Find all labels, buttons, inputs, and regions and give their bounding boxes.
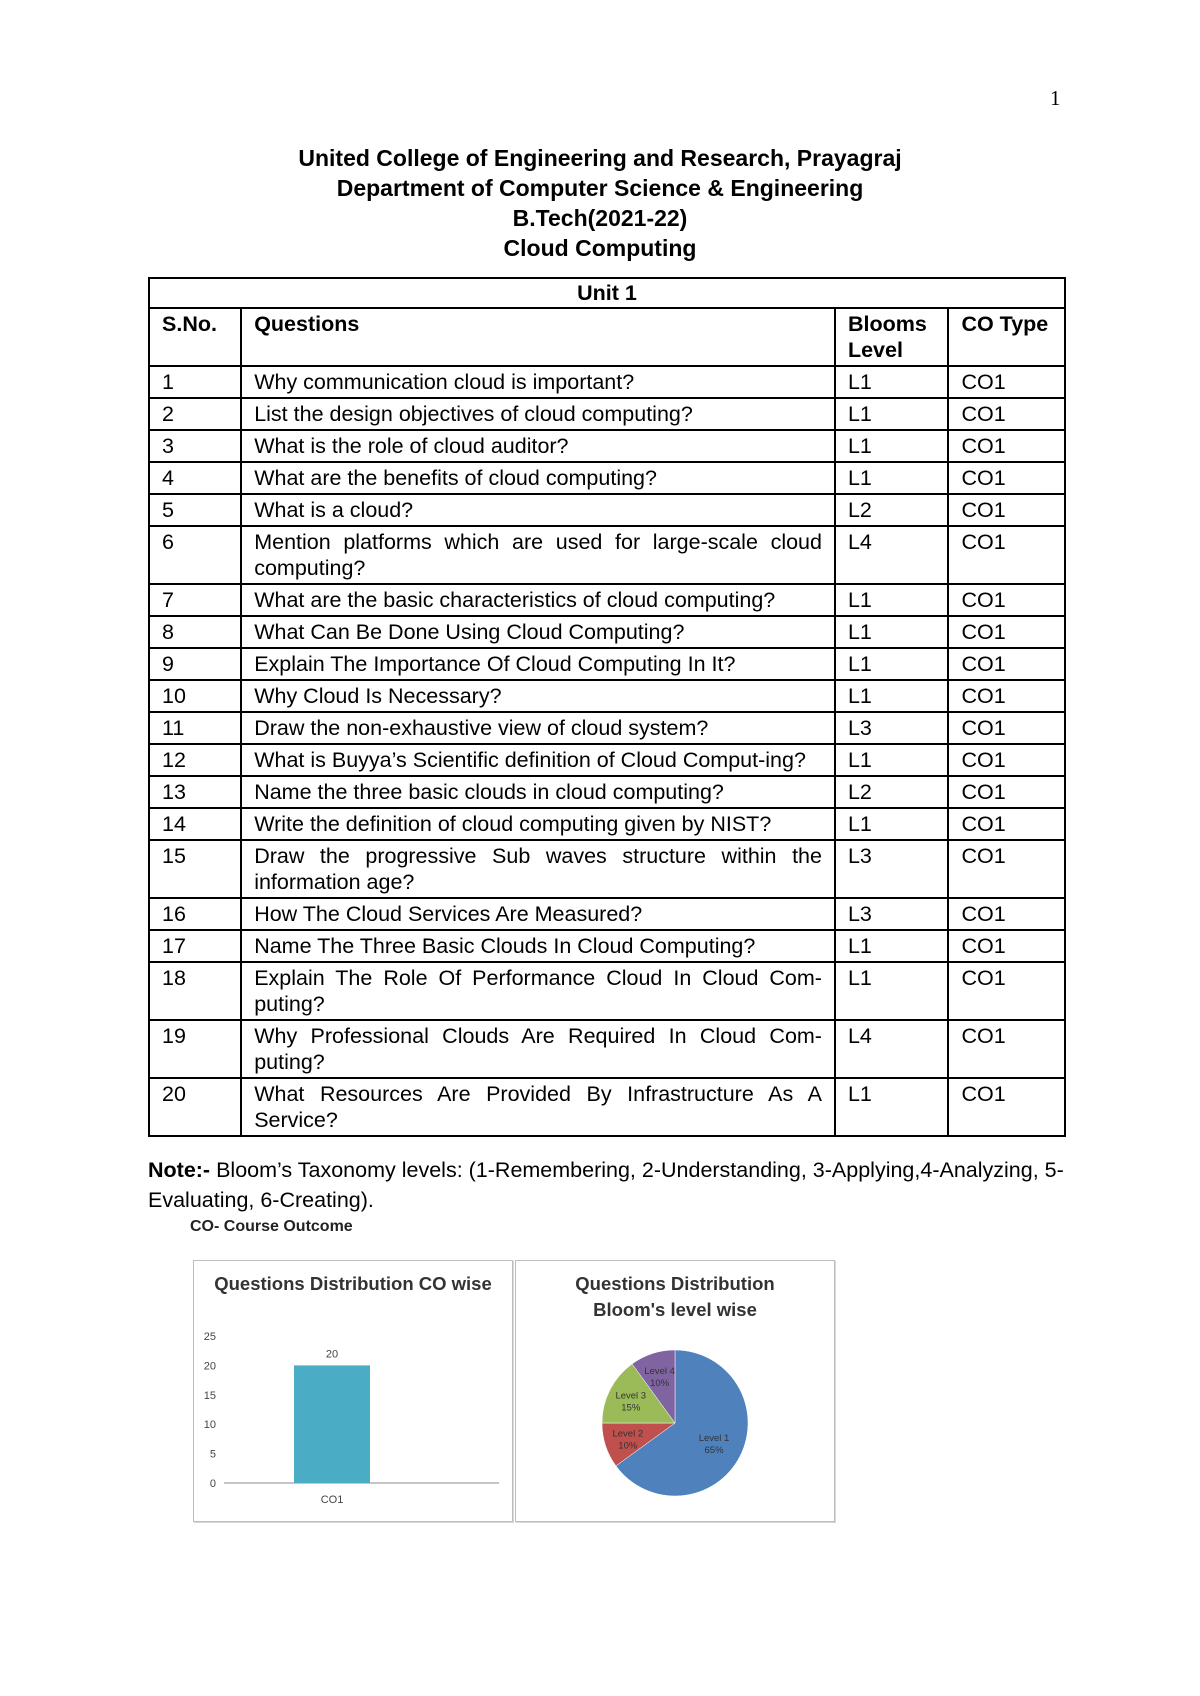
- cell-blooms-level: L1: [835, 744, 948, 776]
- cell-co-type: CO1: [948, 398, 1065, 430]
- table-row: [149, 712, 1065, 744]
- pie-label: Level 1: [698, 1432, 730, 1444]
- note-text: Bloom’s Taxonomy levels: (1-Remembering, 2-Understanding, 3-Applying,4-Analyzing, 5- Evaluating, 6-Creating).: [148, 1158, 1064, 1212]
- header-co-type: CO Type: [948, 308, 1065, 366]
- table-row: [149, 1020, 1065, 1078]
- cell-co-type: CO1: [948, 584, 1065, 616]
- cell-question: Why communication cloud is important?: [241, 366, 835, 398]
- bar-chart-svg: [194, 1261, 512, 1521]
- program-name: B.Tech(2021-22): [512, 205, 688, 231]
- co-distribution-chart: [193, 1260, 513, 1522]
- cell-co-type: CO1: [948, 680, 1065, 712]
- header-sno: S.No.: [149, 308, 241, 366]
- cell-sno: 17: [149, 930, 241, 962]
- bar-data-label: 20: [325, 1348, 339, 1361]
- table-row: [149, 680, 1065, 712]
- pie-percent-label: 15%: [621, 1402, 641, 1414]
- x-category-label: CO1: [320, 1494, 344, 1506]
- cell-blooms-level: L1: [835, 680, 948, 712]
- cell-sno: 9: [149, 648, 241, 680]
- cell-question: Explain The Role Of Performance Cloud In Cloud Com-puting?: [241, 962, 835, 1020]
- cell-question: What is Buyya’s Scientific definition of Cloud Comput-ing?: [241, 744, 835, 776]
- blooms-chart-title: Questions Distribution Bloom's level wise: [575, 1273, 775, 1320]
- cell-question: Draw the non-exhaustive view of cloud system?: [241, 712, 835, 744]
- cell-question: What is a cloud?: [241, 494, 835, 526]
- cell-blooms-level: L1: [835, 584, 948, 616]
- cell-co-type: CO1: [948, 712, 1065, 744]
- cell-blooms-level: L3: [835, 898, 948, 930]
- cell-sno: 20: [149, 1078, 241, 1136]
- cell-sno: 3: [149, 430, 241, 462]
- cell-blooms-level: L1: [835, 366, 948, 398]
- cell-co-type: CO1: [948, 494, 1065, 526]
- co-outcome-caption: CO- Course Outcome: [190, 1218, 353, 1235]
- cell-co-type: CO1: [948, 962, 1065, 1020]
- y-tick-label: 0: [209, 1478, 216, 1490]
- blooms-distribution-chart: [515, 1260, 835, 1522]
- cell-sno: 13: [149, 776, 241, 808]
- table-row: [149, 930, 1065, 962]
- cell-question: Name the three basic clouds in cloud computing?: [241, 776, 835, 808]
- cell-blooms-level: L3: [835, 840, 948, 898]
- cell-co-type: CO1: [948, 930, 1065, 962]
- unit-row: [149, 278, 1065, 308]
- cell-sno: 15: [149, 840, 241, 898]
- cell-sno: 11: [149, 712, 241, 744]
- cell-co-type: CO1: [948, 526, 1065, 584]
- cell-co-type: CO1: [948, 366, 1065, 398]
- cell-sno: 5: [149, 494, 241, 526]
- cell-blooms-level: L1: [835, 648, 948, 680]
- pie-percent-label: 10%: [650, 1377, 670, 1389]
- cell-sno: 1: [149, 366, 241, 398]
- cell-blooms-level: L2: [835, 494, 948, 526]
- cell-co-type: CO1: [948, 648, 1065, 680]
- pie-label: Level 2: [612, 1428, 644, 1440]
- y-tick-label: 15: [203, 1389, 216, 1402]
- document-header: [0, 143, 1200, 263]
- cell-question: Why Cloud Is Necessary?: [241, 680, 835, 712]
- cell-co-type: CO1: [948, 744, 1065, 776]
- cell-question: Explain The Importance Of Cloud Computing In It?: [241, 648, 835, 680]
- table-row: [149, 808, 1065, 840]
- cell-question: What Resources Are Provided By Infrastructure As A Service?: [241, 1078, 835, 1136]
- cell-question: What are the benefits of cloud computing?: [241, 462, 835, 494]
- y-tick-label: 5: [209, 1448, 216, 1461]
- cell-question: Write the definition of cloud computing given by NIST?: [241, 808, 835, 840]
- table-row: [149, 430, 1065, 462]
- table-row: [149, 1078, 1065, 1136]
- table-row: [149, 366, 1065, 398]
- pie-chart-svg: [516, 1261, 834, 1521]
- table-row: [149, 840, 1065, 898]
- cell-blooms-level: L1: [835, 462, 948, 494]
- cell-blooms-level: L1: [835, 398, 948, 430]
- table-row: [149, 494, 1065, 526]
- cell-blooms-level: L2: [835, 776, 948, 808]
- cell-sno: 4: [149, 462, 241, 494]
- note-label: Note:-: [148, 1158, 211, 1182]
- cell-blooms-level: L1: [835, 808, 948, 840]
- cell-question: What is the role of cloud auditor?: [241, 430, 835, 462]
- college-name: United College of Engineering and Research, Prayagraj: [298, 145, 902, 171]
- cell-sno: 6: [149, 526, 241, 584]
- cell-co-type: CO1: [948, 776, 1065, 808]
- cell-blooms-level: L1: [835, 962, 948, 1020]
- cell-blooms-level: L1: [835, 1078, 948, 1136]
- cell-co-type: CO1: [948, 898, 1065, 930]
- cell-blooms-level: L4: [835, 526, 948, 584]
- cell-co-type: CO1: [948, 1020, 1065, 1078]
- cell-sno: 18: [149, 962, 241, 1020]
- cell-question: List the design objectives of cloud computing?: [241, 398, 835, 430]
- cell-sno: 10: [149, 680, 241, 712]
- cell-sno: 14: [149, 808, 241, 840]
- cell-blooms-level: L1: [835, 930, 948, 962]
- cell-sno: 12: [149, 744, 241, 776]
- cell-blooms-level: L4: [835, 1020, 948, 1078]
- cell-blooms-level: L3: [835, 712, 948, 744]
- table-row: [149, 584, 1065, 616]
- cell-sno: 2: [149, 398, 241, 430]
- table-row: [149, 648, 1065, 680]
- header-blooms-level: Blooms Level: [835, 308, 948, 366]
- cell-co-type: CO1: [948, 840, 1065, 898]
- table-row: [149, 898, 1065, 930]
- cell-question: Draw the progressive Sub waves structure within the information age?: [241, 840, 835, 898]
- cell-co-type: CO1: [948, 1078, 1065, 1136]
- cell-question: Mention platforms which are used for large-scale cloud computing?: [241, 526, 835, 584]
- cell-question: What Can Be Done Using Cloud Computing?: [241, 616, 835, 648]
- pie-label: Level 4: [644, 1365, 675, 1377]
- department-name: Department of Computer Science & Engineering: [336, 175, 864, 201]
- cell-question: What are the basic characteristics of cloud computing?: [241, 584, 835, 616]
- table-header-row: [149, 308, 1065, 366]
- header-questions: Questions: [241, 308, 835, 366]
- page-number: 1: [1050, 86, 1061, 110]
- cell-co-type: CO1: [948, 462, 1065, 494]
- y-tick-label: 10: [203, 1419, 216, 1432]
- table-row: [149, 776, 1065, 808]
- table-row: [149, 744, 1065, 776]
- cell-sno: 7: [149, 584, 241, 616]
- pie-percent-label: 65%: [704, 1444, 724, 1456]
- cell-co-type: CO1: [948, 430, 1065, 462]
- bar-co1: [294, 1365, 370, 1483]
- taxonomy-note: [148, 1155, 1068, 1215]
- cell-blooms-level: L1: [835, 430, 948, 462]
- y-tick-label: 20: [203, 1360, 216, 1373]
- unit-title: Unit 1: [149, 278, 1065, 308]
- subject-name: Cloud Computing: [503, 235, 697, 261]
- questions-table: [148, 277, 1066, 1137]
- cell-co-type: CO1: [948, 616, 1065, 648]
- cell-question: How The Cloud Services Are Measured?: [241, 898, 835, 930]
- pie-percent-label: 10%: [618, 1440, 638, 1452]
- cell-sno: 16: [149, 898, 241, 930]
- table-row: [149, 616, 1065, 648]
- co-chart-title: Questions Distribution CO wise: [214, 1273, 492, 1294]
- table-row: [149, 526, 1065, 584]
- table-row: [149, 462, 1065, 494]
- cell-blooms-level: L1: [835, 616, 948, 648]
- cell-sno: 8: [149, 616, 241, 648]
- table-row: [149, 398, 1065, 430]
- pie-label: Level 3: [615, 1390, 647, 1402]
- table-row: [149, 962, 1065, 1020]
- cell-co-type: CO1: [948, 808, 1065, 840]
- cell-question: Name The Three Basic Clouds In Cloud Computing?: [241, 930, 835, 962]
- cell-sno: 19: [149, 1020, 241, 1078]
- cell-question: Why Professional Clouds Are Required In Cloud Com-puting?: [241, 1020, 835, 1078]
- y-tick-label: 25: [203, 1331, 216, 1343]
